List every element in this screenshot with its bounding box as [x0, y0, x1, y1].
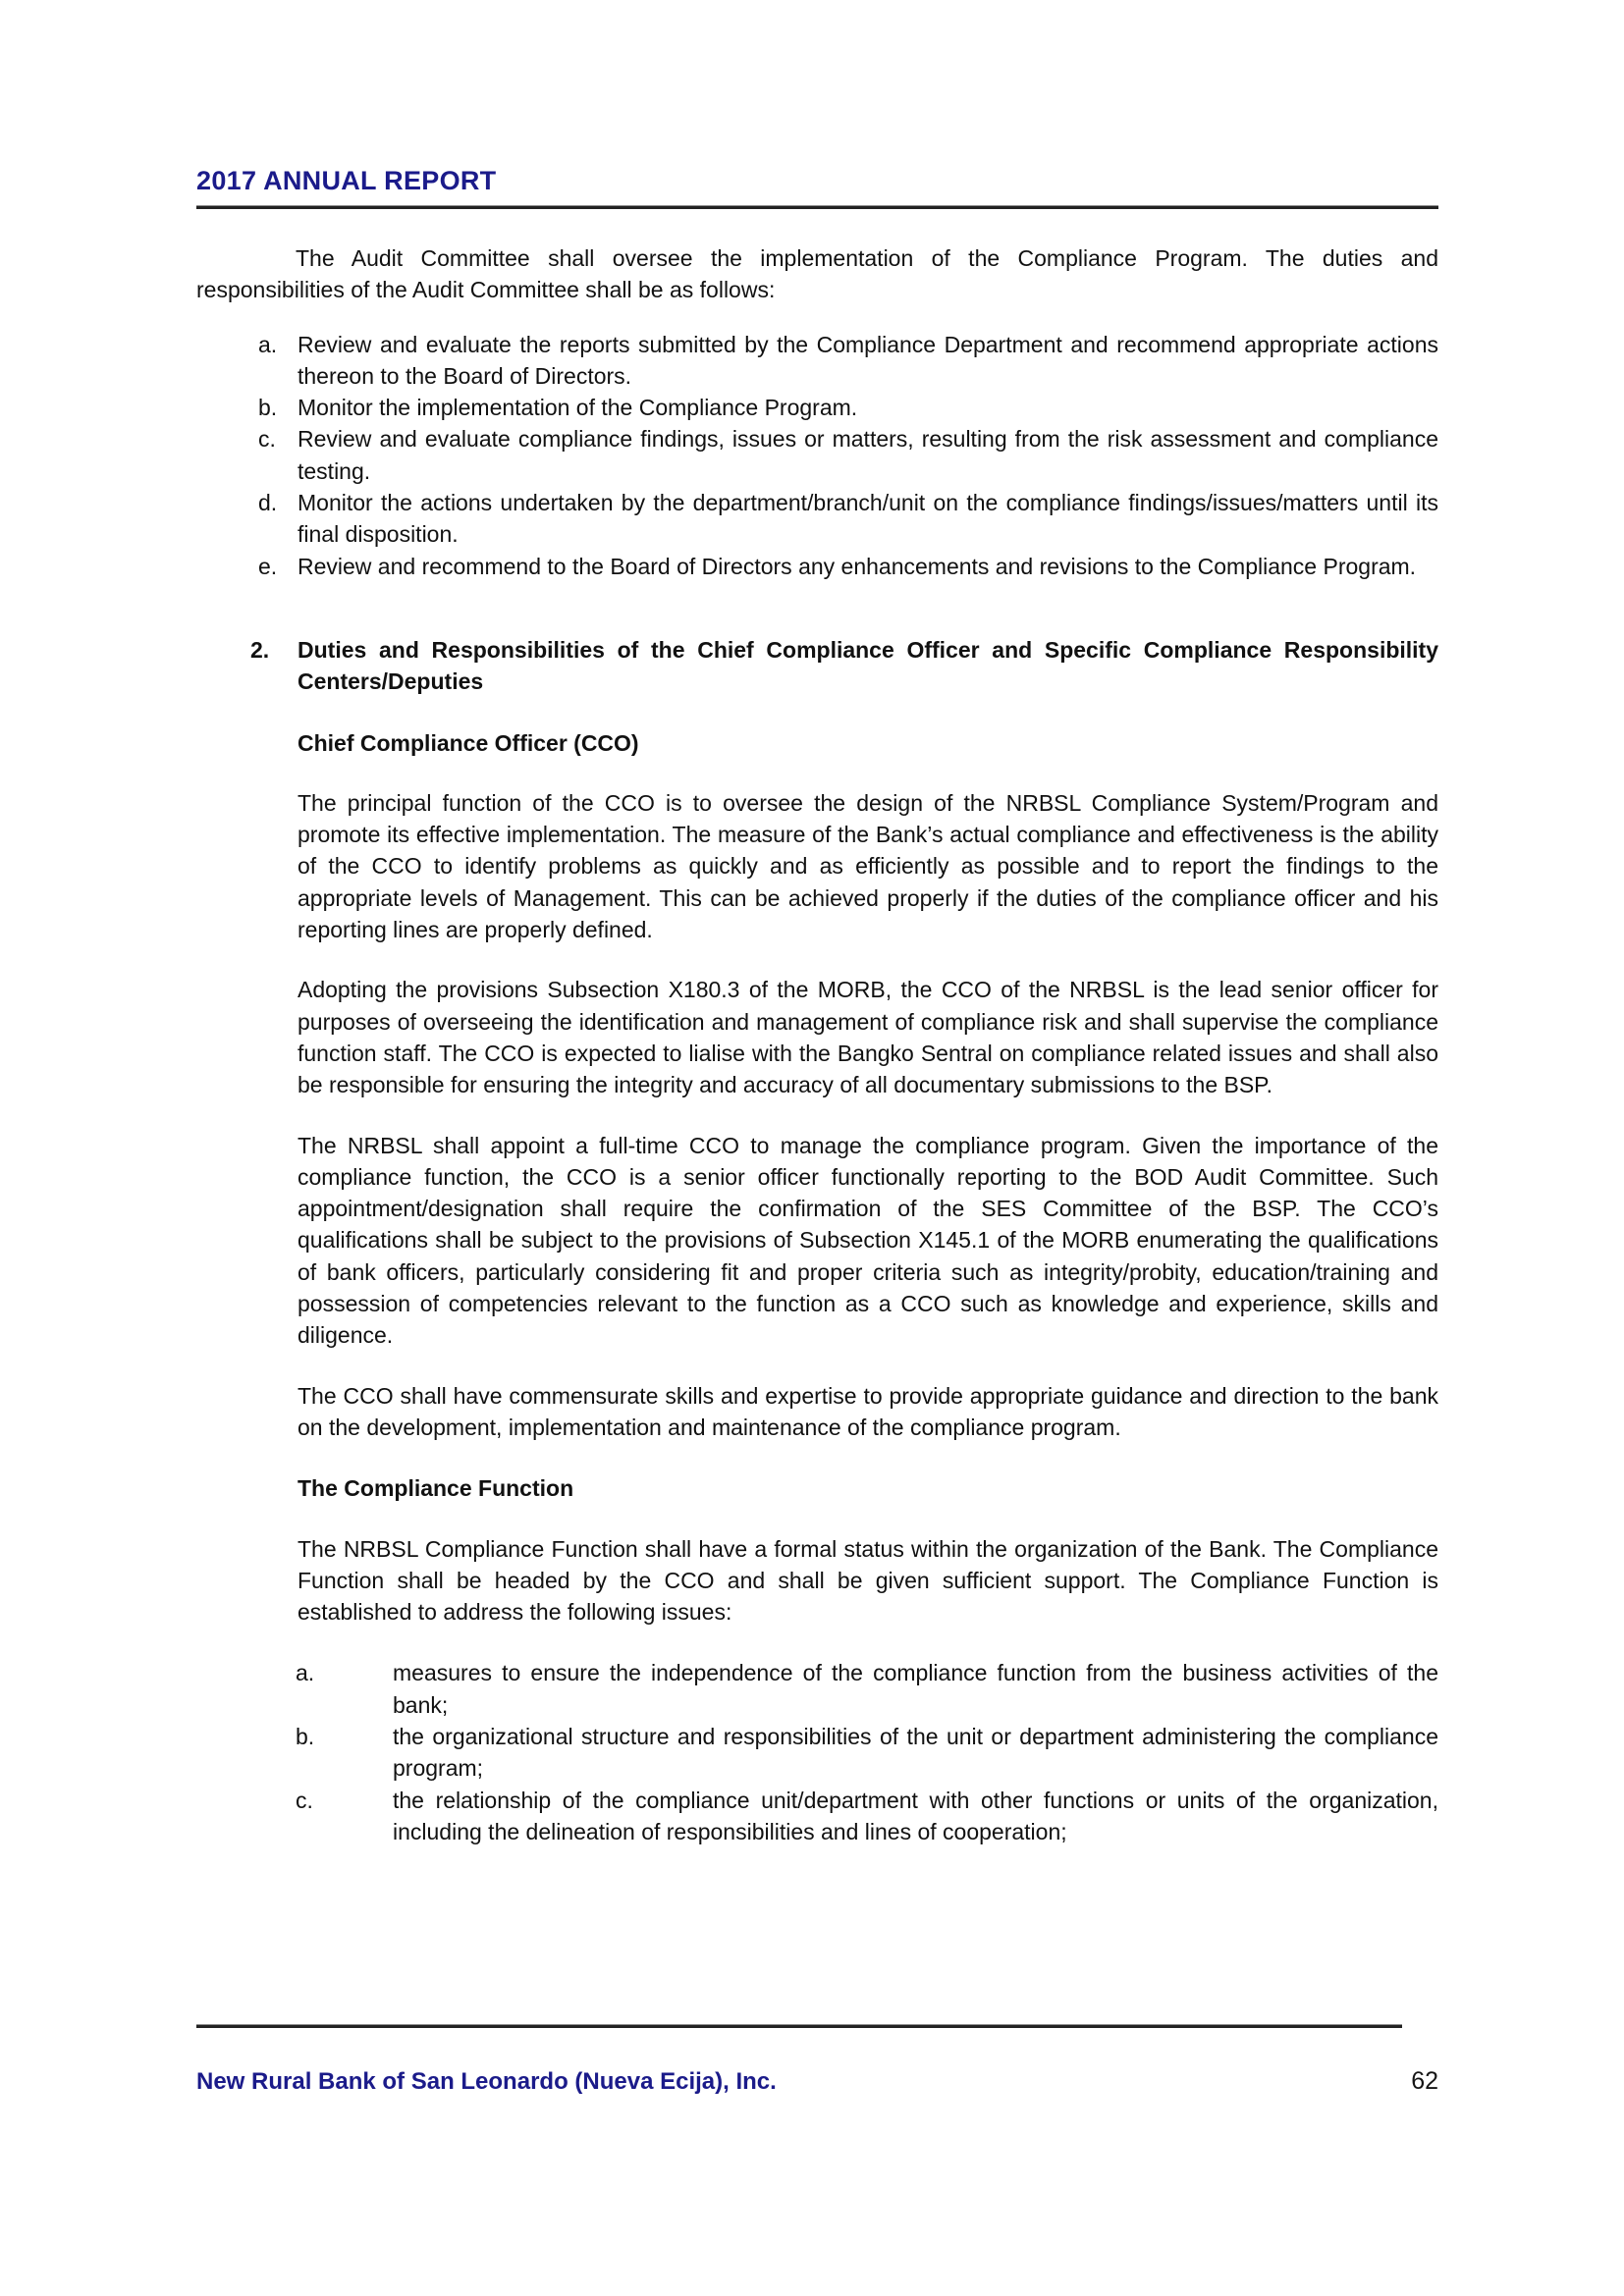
- section-2-number: 2.: [250, 636, 270, 663]
- list-item: [296, 1657, 1438, 1721]
- cco-paragraph-3: The NRBSL shall appoint a full-time CCO to manage the compliance program. Given the importance of the compliance function, the CCO is a senior officer functionally reporting to the BOD Audit Committee. Such appointment/designation shall require the confirmation of the SES Committee of the BSP. The CCO’s qualifications shall be subject to the provisions of Subsection X145.1 of the MORB enumerating the qualifications of bank officers, particularly considering fit and proper criteria such as integrity/probity, education/training and possession of competencies relevant to the function as a CCO such as knowledge and experience, skills and diligence.: [298, 1132, 1438, 1349]
- list-marker: e.: [258, 553, 278, 579]
- cco-paragraph-1: The principal function of the CCO is to oversee the design of the NRBSL Compliance System/Program and promote its effective implementation. The measure of the Bank’s actual compliance and effectiveness is the ability of the CCO to identify problems as quickly and as efficiently as possible and to report the findings to the appropriate levels of Management. This can be achieved properly if the duties of the compliance officer and his reporting lines are properly defined.: [298, 789, 1438, 943]
- footer-rule: [196, 2024, 1402, 2028]
- list-item-text: measures to ensure the independence of the compliance function from the business activities of the bank;: [393, 1660, 1438, 1718]
- bank-name: New Rural Bank of San Leonardo (Nueva Ecija), Inc.: [196, 2068, 777, 2095]
- list-item: [258, 423, 1438, 487]
- list-item: [296, 1721, 1438, 1785]
- list-marker: b.: [296, 1723, 315, 1749]
- list-marker: d.: [258, 490, 278, 516]
- cco-paragraph-4: The CCO shall have commensurate skills and expertise to provide appropriate guidance and direction to the bank on the development, implementation and maintenance of the compliance program.: [298, 1382, 1438, 1440]
- list-item-text: the organizational structure and responsibilities of the unit or department administering the compliance program;: [393, 1723, 1438, 1782]
- compliance-function-heading: The Compliance Function: [298, 1475, 574, 1502]
- report-title: 2017 ANNUAL REPORT: [196, 166, 497, 195]
- page-footer: [196, 2024, 1438, 2097]
- list-item-text: Monitor the actions undertaken by the department/branch/unit on the compliance findings/issues/matters until its final disposition.: [298, 490, 1438, 548]
- list-item: [258, 551, 1438, 582]
- page-content: [196, 165, 1438, 1847]
- list-item-text: Review and evaluate compliance findings, issues or matters, resulting from the risk assessment and compliance testing.: [298, 426, 1438, 484]
- list-marker: b.: [258, 395, 278, 421]
- list-item-text: Review and recommend to the Board of Directors any enhancements and revisions to the Compliance Program.: [298, 553, 1417, 579]
- list-item-text: the relationship of the compliance unit/department with other functions or units of the organization, including the delineation of responsibilities and lines of cooperation;: [393, 1787, 1438, 1844]
- compliance-function-paragraph: The NRBSL Compliance Function shall have a formal status within the organization of the Bank. The Compliance Function shall be headed by the CCO and shall be given sufficient support. The Compliance Function is established to address the following issues:: [298, 1535, 1438, 1626]
- cco-paragraph-2: Adopting the provisions Subsection X180.3 of the MORB, the CCO of the NRBSL is the lead senior officer for purposes of overseeing the identification and management of compliance risk and shall supervise the compliance function staff. The CCO is expected to lialise with the Bangko Sentral on compliance related issues and shall also be responsible for ensuring the integrity and accuracy of all documentary submissions to the BSP.: [298, 977, 1438, 1098]
- list-marker: a.: [258, 331, 278, 357]
- section-2-heading: [250, 634, 1438, 698]
- page-header: [196, 165, 1438, 209]
- cco-heading: Chief Compliance Officer (CCO): [298, 729, 639, 756]
- list-item-text: Monitor the implementation of the Compliance Program.: [298, 395, 858, 421]
- list-item: [258, 487, 1438, 551]
- page-number: 62: [1411, 2067, 1438, 2095]
- list-item-text: Review and evaluate the reports submitted by the Compliance Department and recommend appropriate actions thereon to the Board of Directors.: [298, 331, 1438, 389]
- list-marker: c.: [258, 426, 276, 453]
- audit-duties-list: [258, 329, 1438, 582]
- list-item: [258, 392, 1438, 423]
- list-marker: c.: [296, 1787, 313, 1813]
- header-rule: [196, 205, 1438, 209]
- compliance-issues-list: [296, 1657, 1438, 1847]
- list-marker: a.: [296, 1660, 315, 1686]
- footer-row: [196, 2066, 1438, 2097]
- section-2-title: Duties and Responsibilities of the Chief Compliance Officer and Specific Compliance Responsibility Centers/Deputies: [298, 636, 1438, 695]
- intro-paragraph: The Audit Committee shall oversee the implementation of the Compliance Program. The duties and responsibilities of the Audit Committee shall be as follows:: [196, 245, 1438, 303]
- list-item: [258, 329, 1438, 393]
- list-item: [296, 1785, 1438, 1848]
